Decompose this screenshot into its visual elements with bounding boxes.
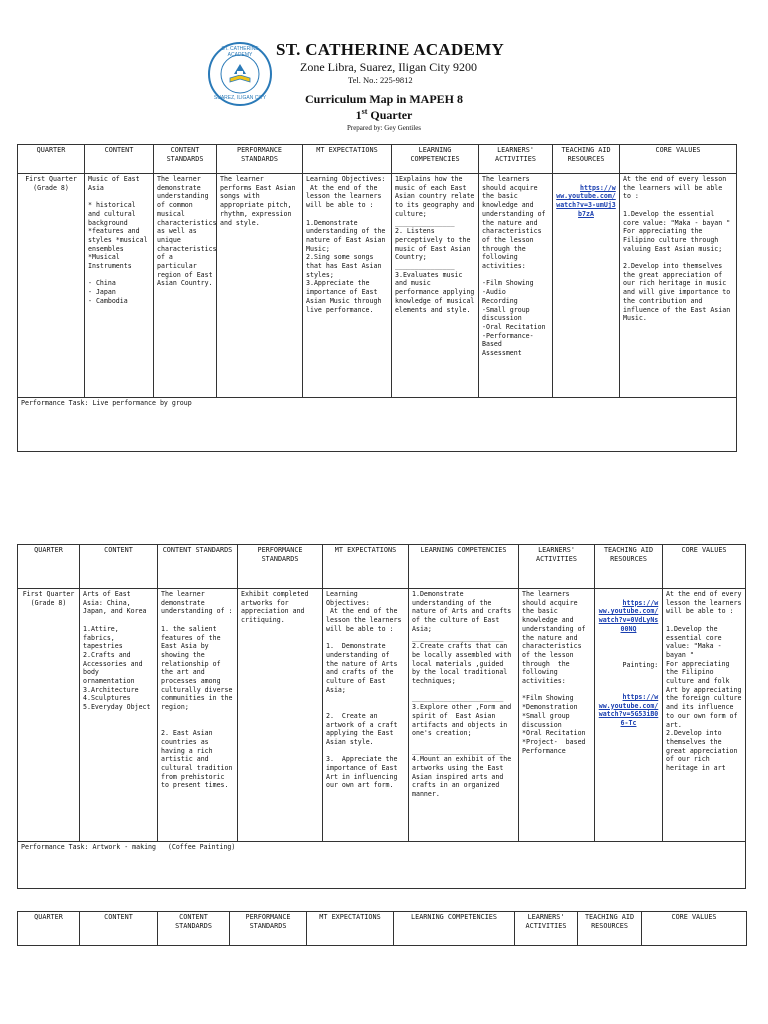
performance-task: Performance Task: Live performance by group (18, 398, 737, 452)
document-header (0, 0, 768, 140)
learning-competencies-cell: 1.Demonstrate understanding of the nature of Arts and crafts of the culture of East Asia; _______________________ 2.Create crafts that can be locally assembled with local materials ,guided by the local traditional techniques; _______________________ 3.Explore other ,Form and spirit of East Asian artifacts and objects in one's creation; _______________________ 4.Mount an exhibit of the artworks using the East Asian inspired arts and crafts in an organized manner. (409, 589, 519, 842)
column-header: LEARNERS' ACTIVITIES (519, 545, 595, 589)
learners-activities-cell: The learners should acquire the basic knowledge and understanding of the nature and characteristics of the lesson through the following activities: *Film Showing *Demonstration *Small group discussion *Oral Recitation *Project- based Performance (519, 589, 595, 842)
column-header: CONTENT STANDARDS (158, 545, 238, 589)
core-values-cell: At the end of every lesson the learners will be able to : 1.Develop the essential core value: "Maka - bayan " For appreciating the Filipino culture through valuing East Asian music; 2.Develop into themselves the great appreciation of our rich heritage in music and will give importance to the contribution and influence of the East Asian Music. (620, 174, 737, 398)
content-standards-cell: The learner demonstrate understanding of : 1. the salient features of the East Asia by showing the relationship of the art and processes among culturally diverse communities in the region; 2. East Asian countries as having a rich artistic and cultural tradition from prehistoric to present times. (158, 589, 238, 842)
column-header: LEARNING COMPETENCIES (392, 145, 479, 174)
performance-task-row (18, 398, 737, 452)
column-header: CORE VALUES (642, 912, 747, 946)
resource-link[interactable]: https://www.youtube.com/watch?v=3-umUj3b7zA (556, 183, 616, 218)
column-header: QUARTER (18, 912, 80, 946)
performance-standards-cell: Exhibit completed artworks for appreciation and critiquing. (238, 589, 323, 842)
quarter-ordinal-suffix: st (361, 107, 368, 116)
curriculum-table-empty (17, 911, 747, 946)
mt-expectations-cell: Learning Objectives: At the end of the lesson the learners will be able to : 1.Demonstrate understanding of the nature of East Asian Music; 2.Sing some songs that has East Asian styles; 3.Appreciate the importance of East Asian Music through live performance. (303, 174, 392, 398)
quarter-cell: First Quarter (Grade 8) (18, 589, 80, 842)
mt-expectations-cell: Learning Objectives: At the end of the lesson the learners will be able to : 1. Demonstrate understanding of the nature of Arts and crafts of the culture of East Asia; 2. Create an artwork of a craft applying the East Asian style. 3. Appreciate the importance of East Art in influencing our own art form. (323, 589, 409, 842)
column-header: CONTENT (85, 145, 154, 174)
content-standards-cell: The learner demonstrate understanding of common musical characteristics as well as unique characteristics of a particular region of East Asian Country. (154, 174, 217, 398)
column-header: TEACHING AID RESOURCES (553, 145, 620, 174)
column-header: PERFORMANCE STANDARDS (217, 145, 303, 174)
school-telephone: Tel. No.: 225-9812 (348, 75, 413, 85)
column-header: MT EXPECTATIONS (323, 545, 409, 589)
column-header: MT EXPECTATIONS (307, 912, 394, 946)
column-header: TEACHING AID RESOURCES (595, 545, 663, 589)
column-header: PERFORMANCE STANDARDS (230, 912, 307, 946)
table-header-row (18, 912, 747, 946)
resource-label: Painting: (622, 660, 659, 669)
table-row (18, 174, 737, 398)
column-header: CONTENT (80, 545, 158, 589)
quarter-number: 1 (355, 108, 362, 122)
prepared-by: Prepared by: Gey Gentiles (346, 124, 422, 132)
column-header: PERFORMANCE STANDARDS (238, 545, 323, 589)
curriculum-map-title: Curriculum Map in MAPEH 8 (305, 92, 463, 106)
column-header: CONTENT (80, 912, 158, 946)
school-name: ST. CATHERINE ACADEMY (276, 40, 505, 59)
logo-text-top: ST. CATHERINE ACADEMY (221, 46, 259, 58)
teaching-resources-cell (595, 589, 663, 842)
core-values-cell: At the end of every lesson the learners will be able to : 1.Develop the essential core value: "Maka - bayan " For appreciating the Filipino culture and folk Art by appreciating the foreign culture and its influence to our own form of art. 2.Develop into themselves the great appreciation of our rich heritage in art (663, 589, 746, 842)
column-header: LEARNING COMPETENCIES (409, 545, 519, 589)
logo-text-bottom: SUAREZ, ILIGAN CITY (213, 95, 267, 101)
content-cell: Arts of East Asia: China, Japan, and Korea 1.Attire, fabrics, tapestries 2.Crafts and Accessories and body ornamentation 3.Architecture 4.Sculptures 5.Everyday Object (80, 589, 158, 842)
quarter-heading (0, 107, 768, 123)
learners-activities-cell: The learners should acquire the basic knowledge and understanding of the nature and characteristics of the lesson through the following activities: -Film Showing -Audio Recording -Small group discussion -Oral Recitation -Performance- Based Assessment (479, 174, 553, 398)
column-header: MT EXPECTATIONS (303, 145, 392, 174)
column-header: CONTENT STANDARDS (154, 145, 217, 174)
book-emblem-icon (220, 54, 260, 94)
school-address: Zone Libra, Suarez, Iligan City 9200 (300, 60, 477, 74)
curriculum-table-music (17, 144, 737, 452)
performance-task-row (18, 842, 746, 889)
curriculum-table-arts (17, 544, 746, 889)
quarter-cell: First Quarter (Grade 8) (18, 174, 85, 398)
column-header: CONTENT STANDARDS (158, 912, 230, 946)
resource-link[interactable]: https://www.youtube.com/watch?v=5G53iB06-Tc (598, 693, 659, 728)
column-header: QUARTER (18, 145, 85, 174)
table-header-row (18, 545, 746, 589)
content-cell: Music of East Asia * historical and cultural background *features and styles *musical ensembles *Musical Instruments - China - Japan - Cambodia (85, 174, 154, 398)
column-header: QUARTER (18, 545, 80, 589)
column-header: CORE VALUES (663, 545, 746, 589)
column-header: LEARNERS' ACTIVITIES (479, 145, 553, 174)
resource-link[interactable]: https://www.youtube.com/watch?v=0VdLyNs00NQ (598, 598, 659, 633)
performance-task: Performance Task: Artwork - making (Coffee Painting) (18, 842, 746, 889)
table-row (18, 589, 746, 842)
column-header: TEACHING AID RESOURCES (578, 912, 642, 946)
column-header: LEARNERS' ACTIVITIES (515, 912, 578, 946)
column-header: LEARNING COMPETENCIES (394, 912, 515, 946)
quarter-word: Quarter (370, 108, 413, 122)
column-header: CORE VALUES (620, 145, 737, 174)
table-header-row (18, 145, 737, 174)
teaching-resources-cell (553, 174, 620, 398)
learning-competencies-cell: 1Explains how the music of each East Asian country relate to its geography and culture; _______________ 2. Listens perceptively to the music of East Asian Country; _______________ 3.Evaluates music and music performance applying knowledge of musical elements and style. (392, 174, 479, 398)
performance-standards-cell: The learner performs East Asian songs with appropriate pitch, rhythm, expression and style. (217, 174, 303, 398)
